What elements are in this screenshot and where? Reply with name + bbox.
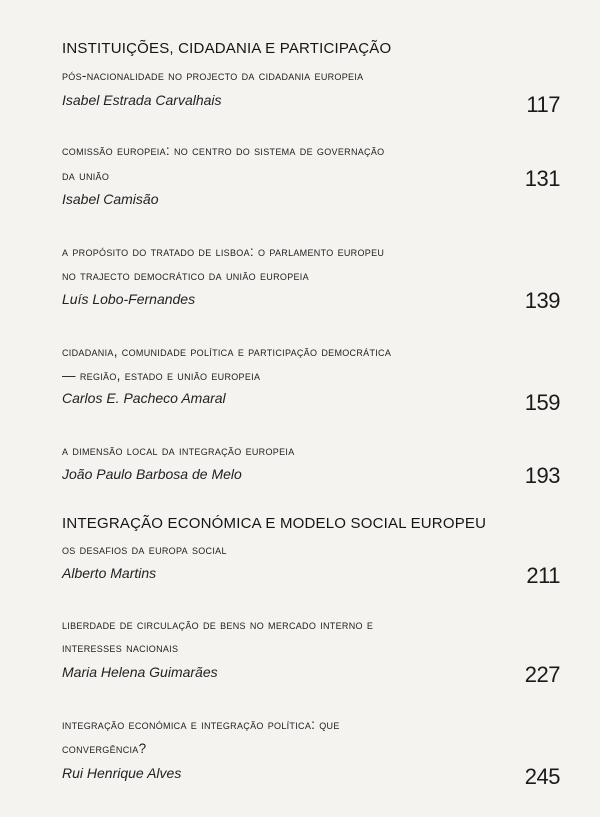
entry-author: Luís Lobo-Fernandes (62, 291, 196, 307)
entry-author: Isabel Estrada Carvalhais (62, 92, 222, 108)
entry-title: no trajecto democrático da união europeia (62, 268, 309, 283)
entry-page-number: 227 (524, 662, 560, 687)
entry-title: cidadania, comunidade política e participação democrática (62, 344, 392, 359)
entry-page-number: 131 (524, 166, 560, 191)
entry-author: João Paulo Barbosa de Melo (62, 466, 242, 482)
entry-title: integração económica e integração política: que (62, 717, 340, 732)
entry-page-number: 193 (524, 463, 560, 488)
entry-page-number: 211 (526, 563, 560, 588)
entry-page-number: 117 (526, 92, 560, 117)
section-heading: INSTITUIÇÕES, CIDADANIA E PARTICIPAÇÃO (62, 40, 392, 57)
entry-title: a dimensão local da integração europeia (62, 443, 295, 458)
entry-title: os desafios da europa social (62, 542, 227, 557)
entry-title: interesses nacionais (62, 640, 179, 655)
entry-page-number: 139 (524, 288, 560, 313)
entry-author: Rui Henrique Alves (62, 765, 182, 781)
entry-title: a propósito do tratado de lisboa: o parlamento europeu (62, 244, 385, 259)
entry-title: pós-nacionalidade no projecto da cidadania europeia (62, 68, 364, 83)
entry-page-number: 159 (524, 390, 560, 415)
entry-title: liberdade de circulação de bens no mercado interno e (62, 617, 374, 632)
entry-title: — região, estado e união europeia (62, 368, 261, 383)
entry-author: Isabel Camisão (62, 191, 159, 207)
entry-author: Carlos E. Pacheco Amaral (62, 390, 226, 406)
entry-title: comissão europeia: no centro do sistema de governação (62, 143, 385, 158)
entry-page-number: 245 (524, 764, 560, 789)
entry-author: Alberto Martins (62, 565, 157, 581)
entry-title: da união (62, 168, 110, 183)
entry-author: Maria Helena Guimarães (62, 664, 218, 680)
section-heading: INTEGRAÇÃO ECONÓMICA E MODELO SOCIAL EUROPEU (62, 515, 487, 532)
entry-title: convergência? (62, 741, 147, 756)
